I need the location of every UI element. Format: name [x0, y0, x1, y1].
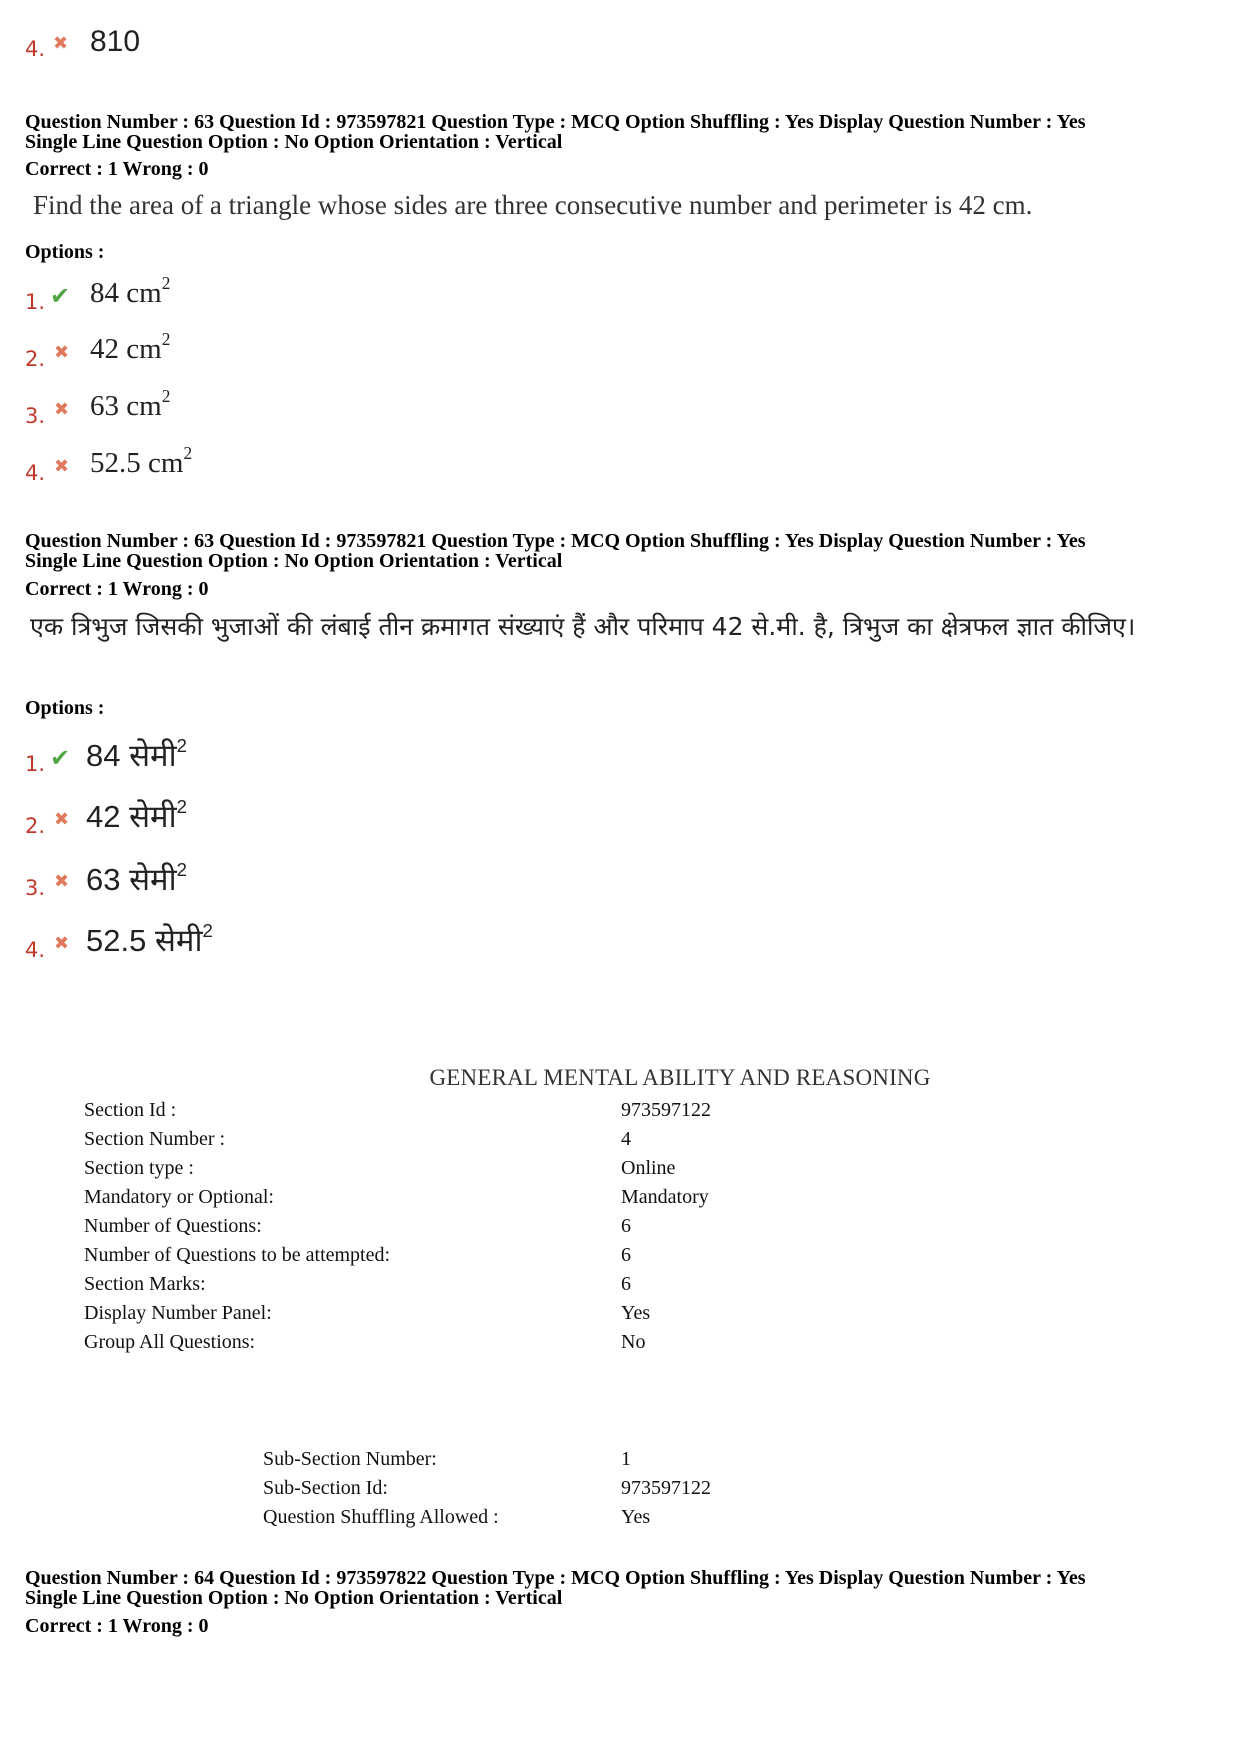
attempt-count-value: 6: [621, 1244, 631, 1266]
option-number: 2.: [25, 347, 46, 371]
section-id-value: 973597122: [621, 1099, 711, 1121]
option-number: 3.: [25, 404, 46, 428]
question-marks: Correct : 1 Wrong : 0: [25, 158, 209, 180]
option-text: 84 सेमी$^2$: [86, 735, 187, 773]
option-text: 42 $cm^2$: [90, 328, 171, 365]
attempt-count-label: Number of Questions to be attempted:: [84, 1244, 391, 1266]
option-text: 52.5 सेमी$^2$: [86, 920, 213, 958]
section-id-label: Section Id :: [84, 1099, 177, 1121]
question-shuffling-value: Yes: [621, 1506, 651, 1528]
wrong-mark-icon: ✖: [54, 871, 70, 892]
options-label: Options :: [25, 697, 105, 719]
question-meta-line1: Question Number : 64 Question Id : 973597822 Question Type : MCQ Option Shuffling : Yes Display Question Number : Yes: [25, 1567, 1086, 1589]
subsection-number-label: Sub-Section Number:: [263, 1448, 437, 1470]
question-meta-line1: Question Number : 63 Question Id : 973597821 Question Type : MCQ Option Shuffling : Yes Display Question Number : Yes: [25, 530, 1086, 552]
question-meta-line2: Single Line Question Option : No Option Orientation : Vertical: [25, 131, 563, 153]
question-text: Find the area of a triangle whose sides are three consecutive number and perimeter is 42 cm.: [33, 190, 1033, 220]
correct-check-icon: ✔: [50, 744, 71, 772]
number-panel-value: Yes: [621, 1302, 651, 1324]
option-number: 1.: [25, 752, 46, 776]
subsection-number-value: 1: [621, 1448, 631, 1470]
option-number: 3.: [25, 876, 46, 900]
options-label: Options :: [25, 241, 105, 263]
option-text: 52.5 $cm^2$: [90, 442, 193, 479]
question-shuffling-label: Question Shuffling Allowed :: [263, 1506, 499, 1528]
option-number: 4.: [25, 461, 46, 485]
option-number: 2.: [25, 814, 46, 838]
wrong-mark-icon: ✖: [54, 809, 70, 830]
section-title: GENERAL MENTAL ABILITY AND REASONING: [429, 1065, 931, 1090]
wrong-mark-icon: ✖: [54, 933, 70, 954]
wrong-mark-icon: ✖: [54, 399, 70, 420]
question-meta-line2: Single Line Question Option : No Option Orientation : Vertical: [25, 1587, 563, 1609]
wrong-mark-icon: ✖: [54, 456, 70, 477]
section-type-label: Section type :: [84, 1157, 194, 1179]
option-number: 4.: [25, 37, 46, 61]
option-text: 810: [90, 25, 141, 58]
section-number-value: 4: [621, 1128, 631, 1150]
option-text: 84 $cm^2$: [90, 272, 171, 309]
section-marks-label: Section Marks:: [84, 1273, 206, 1295]
group-questions-value: No: [621, 1331, 646, 1353]
mandatory-value: Mandatory: [621, 1186, 709, 1208]
option-number: 1.: [25, 290, 46, 314]
number-panel-label: Display Number Panel:: [84, 1302, 272, 1324]
wrong-mark-icon: ✖: [54, 342, 70, 363]
option-text: 63 सेमी$^2$: [86, 859, 187, 897]
question-count-label: Number of Questions:: [84, 1215, 262, 1237]
section-marks-value: 6: [621, 1273, 631, 1295]
group-questions-label: Group All Questions:: [84, 1331, 256, 1353]
section-number-label: Section Number :: [84, 1128, 226, 1150]
option-text: 42 सेमी$^2$: [86, 796, 187, 834]
option-number: 4.: [25, 938, 46, 962]
question-marks: Correct : 1 Wrong : 0: [25, 578, 209, 600]
question-meta-line1: Question Number : 63 Question Id : 973597821 Question Type : MCQ Option Shuffling : Yes Display Question Number : Yes: [25, 111, 1086, 133]
correct-check-icon: ✔: [50, 282, 71, 310]
section-type-value: Online: [621, 1157, 676, 1179]
question-meta-line2: Single Line Question Option : No Option Orientation : Vertical: [25, 550, 563, 572]
mandatory-label: Mandatory or Optional:: [84, 1186, 274, 1208]
question-marks: Correct : 1 Wrong : 0: [25, 1615, 209, 1637]
question-text: एक त्रिभुज जिसकी भुजाओं की लंबाई तीन क्रमागत संख्याएं हैं और परिमाप 42 से.मी. है, त्रिभुज का क्षेत्रफल ज्ञात कीजिए।: [30, 612, 1136, 641]
question-count-value: 6: [621, 1215, 631, 1237]
option-text: 63 $cm^2$: [90, 385, 171, 422]
subsection-id-label: Sub-Section Id:: [263, 1477, 388, 1499]
wrong-mark-icon: ✖: [53, 33, 69, 54]
subsection-id-value: 973597122: [621, 1477, 711, 1499]
